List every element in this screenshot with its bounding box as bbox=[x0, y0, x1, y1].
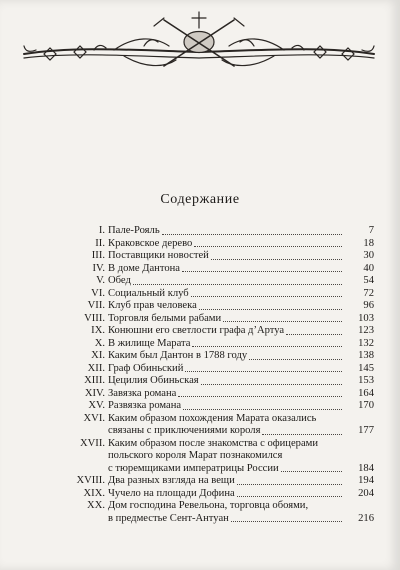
page-number: 170 bbox=[358, 400, 374, 411]
page-title: Содержание bbox=[160, 192, 240, 207]
chapter-title: Каким был Дантон в 1788 году bbox=[108, 350, 248, 361]
dot-leader bbox=[223, 321, 342, 322]
chapter-number: XV. bbox=[88, 400, 105, 411]
page-number: 54 bbox=[363, 275, 374, 286]
dot-leader bbox=[192, 346, 342, 347]
leader-line bbox=[108, 400, 344, 413]
chapter-title-line bbox=[108, 250, 344, 263]
dot-leader bbox=[201, 384, 342, 385]
chapter-title-line bbox=[108, 425, 344, 438]
chapter-title-line bbox=[108, 388, 344, 401]
leader-line bbox=[108, 463, 344, 476]
chapter-title-line: Каким образом похождения Марата оказались bbox=[108, 412, 317, 424]
decorative-headpiece bbox=[14, 6, 384, 80]
toc-entry bbox=[0, 475, 400, 488]
dot-leader bbox=[262, 434, 342, 435]
chapter-number: V. bbox=[96, 275, 105, 286]
toc-entry bbox=[0, 263, 400, 276]
chapter-number: XIX. bbox=[83, 487, 105, 499]
page-number: 7 bbox=[368, 225, 374, 236]
chapter-title: В доме Дантона bbox=[108, 262, 181, 274]
page-number: 40 bbox=[363, 262, 374, 274]
dot-leader bbox=[286, 334, 342, 335]
page-number: 184 bbox=[358, 462, 374, 474]
chapter-title-line bbox=[108, 488, 344, 501]
toc-entry bbox=[0, 275, 400, 288]
chapter-title-line: Каким образом после знакомства с офицерами bbox=[108, 437, 319, 449]
leader-line bbox=[108, 238, 344, 251]
chapter-number: XVII. bbox=[79, 437, 105, 449]
page-number: 145 bbox=[358, 362, 374, 374]
dot-leader bbox=[178, 396, 342, 397]
chapter-title-line bbox=[108, 225, 344, 238]
chapter-number: X. bbox=[94, 337, 105, 349]
leader-line bbox=[108, 263, 344, 276]
toc-entry bbox=[0, 400, 400, 413]
leader-line bbox=[108, 275, 344, 288]
toc-entry bbox=[0, 500, 400, 525]
leader-line bbox=[108, 388, 344, 401]
leader-line bbox=[108, 313, 344, 326]
dot-leader bbox=[182, 271, 342, 272]
dot-leader bbox=[185, 371, 342, 372]
chapter-number: XII. bbox=[87, 362, 105, 374]
chapter-number: XIII. bbox=[84, 375, 105, 386]
chapter-title: Поставщики новостей bbox=[108, 250, 209, 261]
chapter-title: Конюшни его светлости графа д’Артуа bbox=[108, 325, 285, 336]
leader-line bbox=[108, 513, 344, 526]
toc-entry bbox=[0, 350, 400, 363]
page-number: 72 bbox=[363, 287, 374, 299]
chapter-title-line bbox=[108, 325, 344, 338]
leader-line bbox=[108, 375, 344, 388]
toc-entry bbox=[0, 338, 400, 351]
chapter-title: Два разных взгляда на вещи bbox=[108, 475, 235, 486]
chapter-number: IX. bbox=[91, 325, 105, 336]
chapter-title-line bbox=[108, 363, 344, 376]
leader-line bbox=[108, 250, 344, 263]
page-number: 153 bbox=[358, 375, 374, 386]
chapter-title: Пале-Рояль bbox=[108, 225, 160, 236]
toc-entry bbox=[0, 250, 400, 263]
chapter-number: VII. bbox=[87, 300, 105, 311]
dot-leader bbox=[191, 296, 342, 297]
chapter-title-line bbox=[108, 350, 344, 363]
chapter-title-line: польского короля Марат познакомился bbox=[108, 450, 283, 461]
chapter-title: Развязка романа bbox=[108, 400, 182, 411]
dot-leader bbox=[211, 259, 342, 260]
page-number: 96 bbox=[363, 300, 374, 311]
chapter-title: Завязка романа bbox=[108, 387, 177, 399]
leader-line bbox=[108, 338, 344, 351]
chapter-title: с тюремщиками императрицы России bbox=[108, 462, 279, 474]
chapter-title: В жилище Марата bbox=[108, 337, 191, 349]
toc-entry bbox=[0, 225, 400, 238]
toc-entry bbox=[0, 413, 400, 438]
leader-line bbox=[108, 225, 344, 238]
chapter-number: XVIII. bbox=[76, 475, 105, 486]
chapter-number: IV. bbox=[92, 262, 105, 274]
chapter-title: Клуб прав человека bbox=[108, 300, 197, 311]
page-number: 18 bbox=[363, 237, 374, 249]
chapter-title-line bbox=[108, 300, 344, 313]
chapter-number: I. bbox=[98, 225, 105, 236]
page-number: 216 bbox=[358, 512, 374, 524]
chapter-number: XI. bbox=[91, 350, 105, 361]
chapter-title: Обед bbox=[108, 275, 131, 286]
toc-entry bbox=[0, 488, 400, 501]
page-number: 194 bbox=[358, 475, 374, 486]
chapter-title-line bbox=[108, 400, 344, 413]
page-number: 138 bbox=[358, 350, 374, 361]
chapter-title: связаны с приключениями короля bbox=[108, 425, 261, 436]
toc-entry bbox=[0, 363, 400, 376]
leader-line bbox=[108, 488, 344, 501]
chapter-number: XIV. bbox=[84, 387, 105, 399]
dot-leader bbox=[183, 409, 342, 410]
chapter-title-line bbox=[108, 338, 344, 351]
dot-leader bbox=[194, 246, 342, 247]
dot-leader bbox=[231, 521, 342, 522]
toc-entry bbox=[0, 300, 400, 313]
chapter-number: VIII. bbox=[84, 312, 105, 324]
chapter-title: Чучело на площади Дофина bbox=[108, 487, 235, 499]
dot-leader bbox=[133, 284, 342, 285]
chapter-title: Граф Обиньский bbox=[108, 362, 184, 374]
chapter-title-line bbox=[108, 275, 344, 288]
toc-entry bbox=[0, 438, 400, 476]
leader-line bbox=[108, 363, 344, 376]
dot-leader bbox=[249, 359, 342, 360]
toc-entry bbox=[0, 388, 400, 401]
chapter-title: в предместье Сент-Антуан bbox=[108, 512, 229, 524]
leader-line bbox=[108, 475, 344, 488]
chapter-title-line bbox=[108, 263, 344, 276]
leader-line bbox=[108, 300, 344, 313]
dot-leader bbox=[281, 471, 342, 472]
chapter-title: Краковское дерево bbox=[108, 237, 193, 249]
toc-entry bbox=[0, 325, 400, 338]
page-number: 164 bbox=[358, 387, 374, 399]
chapter-title-line bbox=[108, 375, 344, 388]
page-number: 177 bbox=[358, 425, 374, 436]
dot-leader bbox=[237, 484, 342, 485]
chapter-number: VI. bbox=[91, 287, 105, 299]
chapter-title: Цецилия Обиньская bbox=[108, 375, 199, 386]
leader-line bbox=[108, 425, 344, 438]
chapter-title-line bbox=[108, 463, 344, 476]
leader-line bbox=[108, 350, 344, 363]
leader-line bbox=[108, 325, 344, 338]
chapter-title-line: Дом господина Ревельона, торговца обоями, bbox=[108, 500, 309, 511]
chapter-title-line bbox=[108, 238, 344, 251]
dot-leader bbox=[237, 496, 342, 497]
chapter-title-line bbox=[108, 313, 344, 326]
toc-entry bbox=[0, 375, 400, 388]
chapter-number: II. bbox=[95, 237, 105, 249]
dot-leader bbox=[162, 234, 342, 235]
page-number: 132 bbox=[358, 337, 374, 349]
chapter-title: Социальный клуб bbox=[108, 287, 189, 299]
page-number: 103 bbox=[358, 312, 374, 324]
toc-entry bbox=[0, 238, 400, 251]
toc-entry bbox=[0, 313, 400, 326]
chapter-title-line bbox=[108, 513, 344, 526]
page-number: 30 bbox=[363, 250, 374, 261]
chapter-number: XX. bbox=[87, 500, 105, 511]
chapter-number: III. bbox=[91, 250, 105, 261]
toc-entry bbox=[0, 288, 400, 301]
page-number: 123 bbox=[358, 325, 374, 336]
leader-line bbox=[108, 288, 344, 301]
chapter-title: Торговля белыми рабами bbox=[108, 312, 222, 324]
dot-leader bbox=[199, 309, 342, 310]
chapter-title-line bbox=[108, 288, 344, 301]
chapter-title-line bbox=[108, 475, 344, 488]
page-number: 204 bbox=[358, 487, 374, 499]
chapter-number: XVI. bbox=[83, 412, 105, 424]
